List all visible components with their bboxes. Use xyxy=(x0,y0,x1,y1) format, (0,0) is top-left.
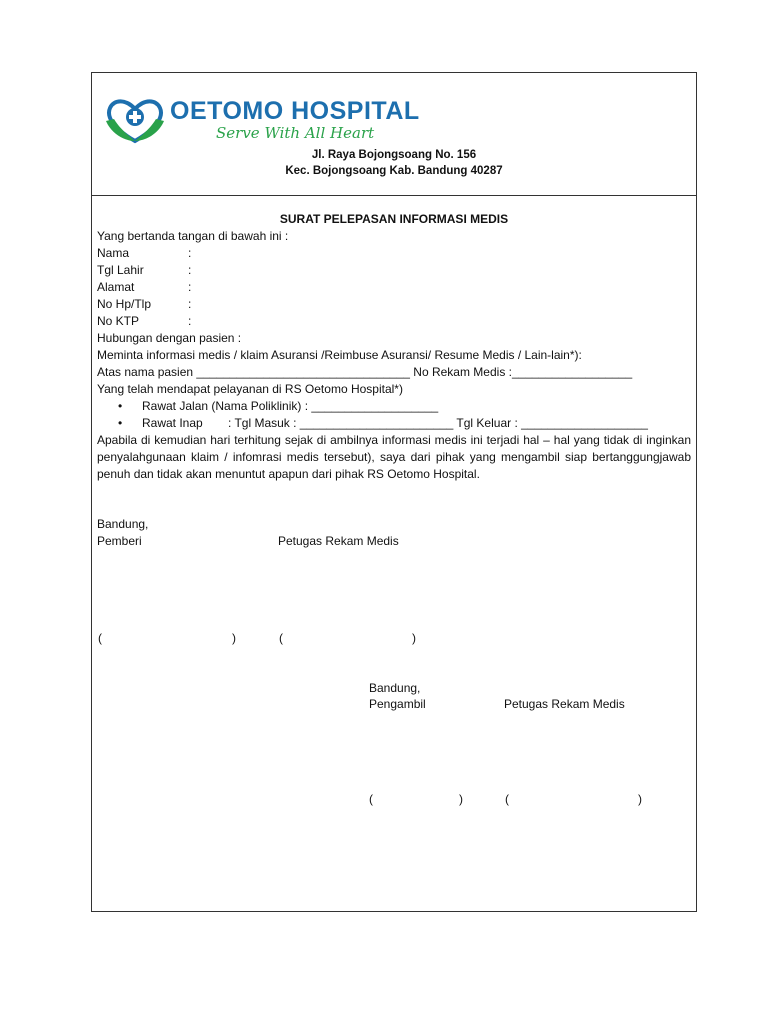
service-intro: Yang telah mendapat pelayanan di RS Oetomo Hospital*) xyxy=(97,382,403,396)
address-line-1: Jl. Raya Bojongsoang No. 156 xyxy=(311,149,477,161)
form-title: SURAT PELEPASAN INFORMASI MEDIS xyxy=(279,212,509,226)
sig2-taker-label: Pengambil xyxy=(369,697,426,711)
form-frame xyxy=(91,72,697,912)
sig2-officer-open-paren: ( xyxy=(505,792,509,806)
sig2-officer-label: Petugas Rekam Medis xyxy=(504,697,625,711)
sig1-giver-close-paren: ) xyxy=(232,631,236,645)
field-colon-no-ktp: : xyxy=(188,314,192,328)
intro-text: Yang bertanda tangan di bawah ini : xyxy=(97,229,289,243)
address-line-2: Kec. Bojongsoang Kab. Bandung 40287 xyxy=(285,165,503,177)
heart-hands-icon xyxy=(104,95,166,145)
field-label-tgl-lahir: Tgl Lahir xyxy=(97,263,144,277)
sig1-officer-open-paren: ( xyxy=(279,631,283,645)
sig1-giver-label: Pemberi xyxy=(97,534,142,548)
field-colon-no-hp: : xyxy=(188,297,192,311)
relation-label: Hubungan dengan pasien : xyxy=(97,331,242,345)
request-text: Meminta informasi medis / klaim Asuransi /Reimbuse Asuransi/ Resume Medis / Lain-lain*): xyxy=(97,348,582,362)
hospital-name: OETOMO HOSPITAL xyxy=(170,97,420,125)
statement-paragraph: Apabila di kemudian hari terhitung sejak di ambilnya informasi medis ini terjadi hal – hal yang tidak di inginkan penyalahgunaan klaim / infomrasi medis tersebut), saya dari pihak yang mengambil siap bertanggungjawab penuh dan tidak akan menuntut apapun dari pihak RS Oetomo Hospital. xyxy=(97,433,691,482)
hospital-logo xyxy=(104,93,420,153)
field-colon-tgl-lahir: : xyxy=(188,263,192,277)
sig2-taker-close-paren: ) xyxy=(459,792,463,806)
patient-name-line: Atas nama pasien ________________________________ No Rekam Medis :__________________ xyxy=(97,365,633,379)
sig1-officer-label: Petugas Rekam Medis xyxy=(278,534,399,548)
field-label-no-ktp: No KTP xyxy=(97,314,140,328)
header-divider xyxy=(92,195,696,196)
bullet-icon: • xyxy=(118,399,123,413)
field-colon-alamat: : xyxy=(188,280,192,294)
sig1-giver-open-paren: ( xyxy=(98,631,102,645)
rawat-jalan-line: Rawat Jalan (Nama Poliklinik) : ___________________ xyxy=(142,399,439,413)
rawat-inap-label: Rawat Inap xyxy=(142,416,203,430)
sig1-city: Bandung, xyxy=(97,517,149,531)
sig2-taker-open-paren: ( xyxy=(369,792,373,806)
field-label-nama: Nama xyxy=(97,246,130,260)
field-label-no-hp: No Hp/Tlp xyxy=(97,297,152,311)
sig1-officer-close-paren: ) xyxy=(412,631,416,645)
field-colon-nama: : xyxy=(188,246,192,260)
rawat-inap-dates: : Tgl Masuk : _______________________ Tgl Keluar : ___________________ xyxy=(228,416,648,430)
sig2-officer-close-paren: ) xyxy=(638,792,642,806)
sig2-city: Bandung, xyxy=(369,681,421,695)
field-label-alamat: Alamat xyxy=(97,280,135,294)
hospital-tagline: Serve With All Heart xyxy=(216,124,375,142)
bullet-icon: • xyxy=(118,416,123,430)
